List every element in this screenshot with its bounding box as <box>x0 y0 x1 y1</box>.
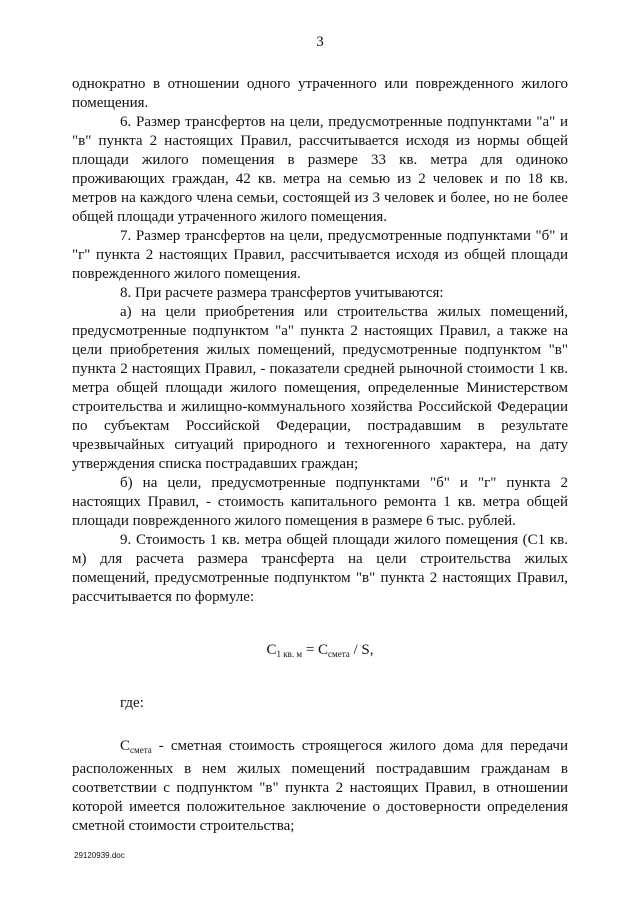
paragraph-9: 9. Стоимость 1 кв. метра общей площади жилого помещения (С1 кв. м) для расчета размера трансферта на цели строительства жилых помещений, предусмотренные подпунктом "в" пункта 2 настоящих Правил, рассчитывается по формуле: <box>72 532 568 605</box>
definition-text: - сметная стоимость строящегося жилого дома для передачи расположенных в нем жилых помещений пострадавшим гражданам в соответствии с подпунктом "в" пункта 2 настоящих Правил, в отношении которой имеется положительное заключение о достоверности определения сметной стоимости строительства; <box>72 738 568 834</box>
formula-lhs-subscript: 1 кв. м <box>276 649 303 659</box>
footer-filename: 29120939.doc <box>74 851 125 860</box>
where-label: где: <box>120 695 144 711</box>
formula-rhs: / S, <box>349 642 374 658</box>
formula-lhs: С <box>266 642 277 658</box>
paragraph-8: 8. При расчете размера трансфертов учитываются: <box>120 285 444 301</box>
definition-symbol-subscript: смета <box>130 745 152 755</box>
paragraph-8b: б) на цели, предусмотренные подпунктами "б" и "г" пункта 2 настоящих Правил, - стоимость капитального ремонта 1 кв. метра общей площади поврежденного жилого помещения в размере 6 тыс. рублей. <box>72 475 568 529</box>
page-number: 3 <box>316 34 324 50</box>
document-body <box>72 75 568 836</box>
paragraph-8a: а) на цели приобретения или строительства жилых помещений, предусмотренные подпунктом "а" пункта 2 настоящих Правил, а также на цели приобретения жилых помещений, предусмотренные подпунктом "в" пункта 2 настоящих Правил, - показатели средней рыночной стоимости 1 кв. метра общей площади жилого помещения, определенные Министерством строительства и жилищно-коммунального хозяйства Российской Федерации по субъектам Российской Федерации, пострадавшим в результате чрезвычайных ситуаций природного и техногенного характера, на дату утверждения списка пострадавших граждан; <box>72 304 568 472</box>
paragraph-continuation: однократно в отношении одного утраченного или поврежденного жилого помещения. <box>72 76 568 111</box>
paragraph-7: 7. Размер трансфертов на цели, предусмотренные подпунктами "б" и "г" пункта 2 настоящих Правил, рассчитывается исходя из общей площади поврежденного жилого помещения. <box>72 228 568 282</box>
paragraph-6: 6. Размер трансфертов на цели, предусмотренные подпунктами "а" и "в" пункта 2 настоящих Правил, рассчитывается исходя из нормы общей площади жилого помещения в размере 33 кв. метра для одиноко проживающих граждан, 42 кв. метра на семью из 2 человек и по 18 кв. метров на каждого члена семьи, состоящей из 3 человек и более, но не более общей площади утраченного жилого помещения. <box>72 114 568 225</box>
formula-rhs-subscript: смета <box>328 649 350 659</box>
formula <box>72 641 568 664</box>
definition-symbol: С <box>120 738 131 754</box>
definition-c-smeta <box>72 737 568 836</box>
formula-equals: = С <box>302 642 329 658</box>
